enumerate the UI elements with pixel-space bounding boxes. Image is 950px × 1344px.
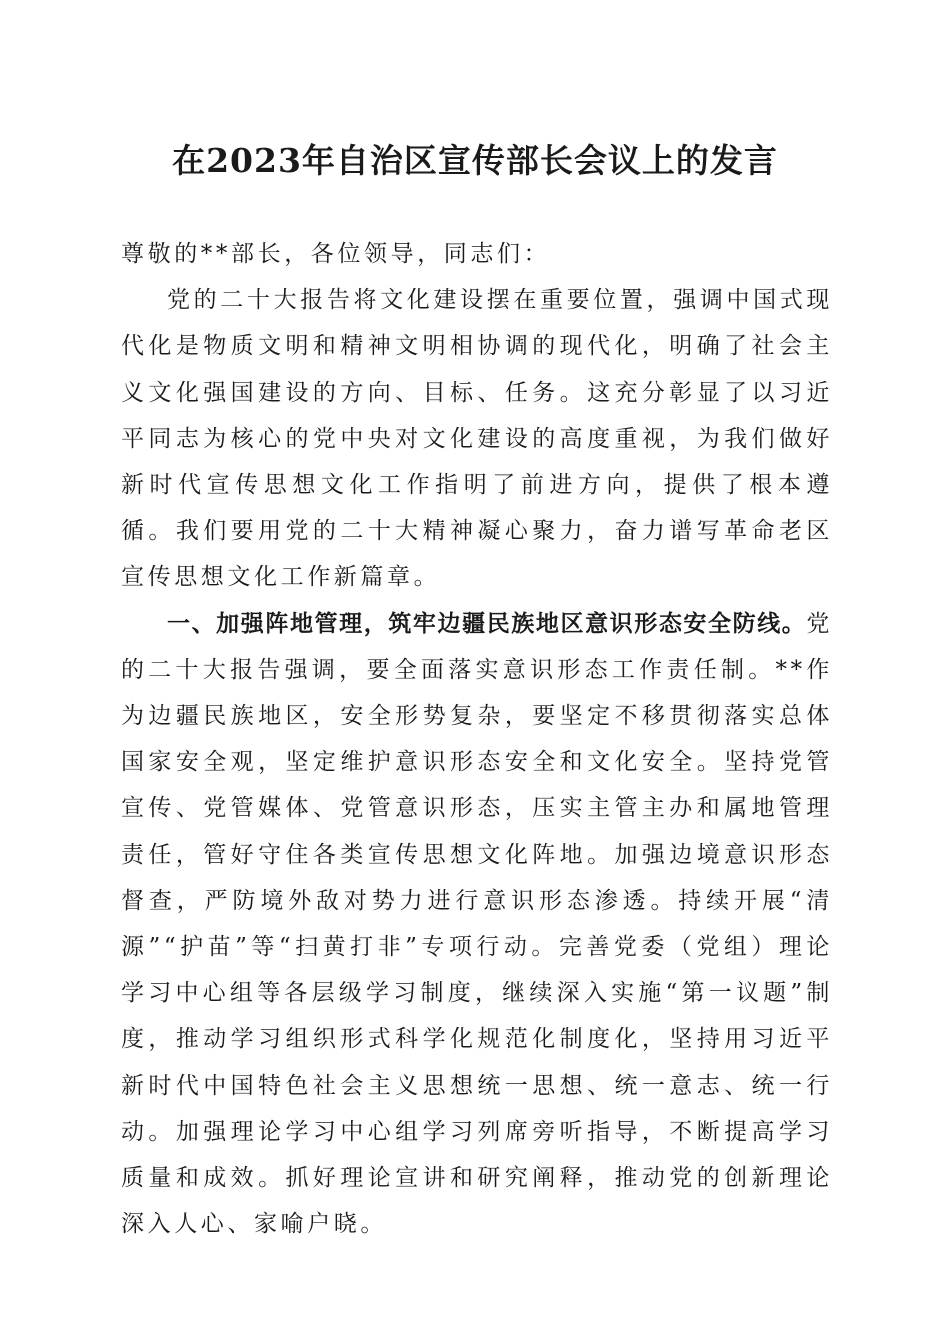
paragraph-section-1 [121,601,833,1248]
document-body [121,231,833,1247]
document-title: 在2023年自治区宣传部长会议上的发言 [172,141,778,180]
paragraph-intro: 党的二十大报告将文化建设摆在重要位置，强调中国式现代化是物质文明和精神文明相协调的现代化，明确了社会主义文化强国建设的方向、目标、任务。这充分彰显了以习近平同志为核心的党中央对文化建设的高度重视，为我们做好新时代宣传思想文化工作指明了前进方向，提供了根本遵循。我们要用党的二十大精神凝心聚力，奋力谱写革命老区宣传思想文化工作新篇章。 [121,287,833,591]
section-heading: 一、加强阵地管理，筑牢边疆民族地区意识形态安全防线。 [167,609,807,637]
salutation: 尊敬的**部长，各位领导，同志们： [121,241,551,267]
section-body: 党的二十大报告强调，要全面落实意识形态工作责任制。**作为边疆民族地区，安全形势复杂，要坚定不移贯彻落实总体国家安全观，坚定维护意识形态安全和文化安全。坚持党管宣传、党管媒体、党管意识形态，压实主管主办和属地管理责任，管好守住各类宣传思想文化阵地。加强边境意识形态督查，严防境外敌对势力进行意识形态渗透。持续开展“清源”“护苗”等“扫黄打非”专项行动。完善党委（党组）理论学习中心组等各层级学习制度，继续深入实施“第一议题”制度，推动学习组织形式科学化规范化制度化，坚持用习近平新时代中国特色社会主义思想统一思想、统一意志、统一行动。加强理论学习中心组学习列席旁听指导，不断提高学习质量和成效。抓好理论宣讲和研究阐释，推动党的创新理论深入人心、家喻户晓。 [121,610,833,1238]
